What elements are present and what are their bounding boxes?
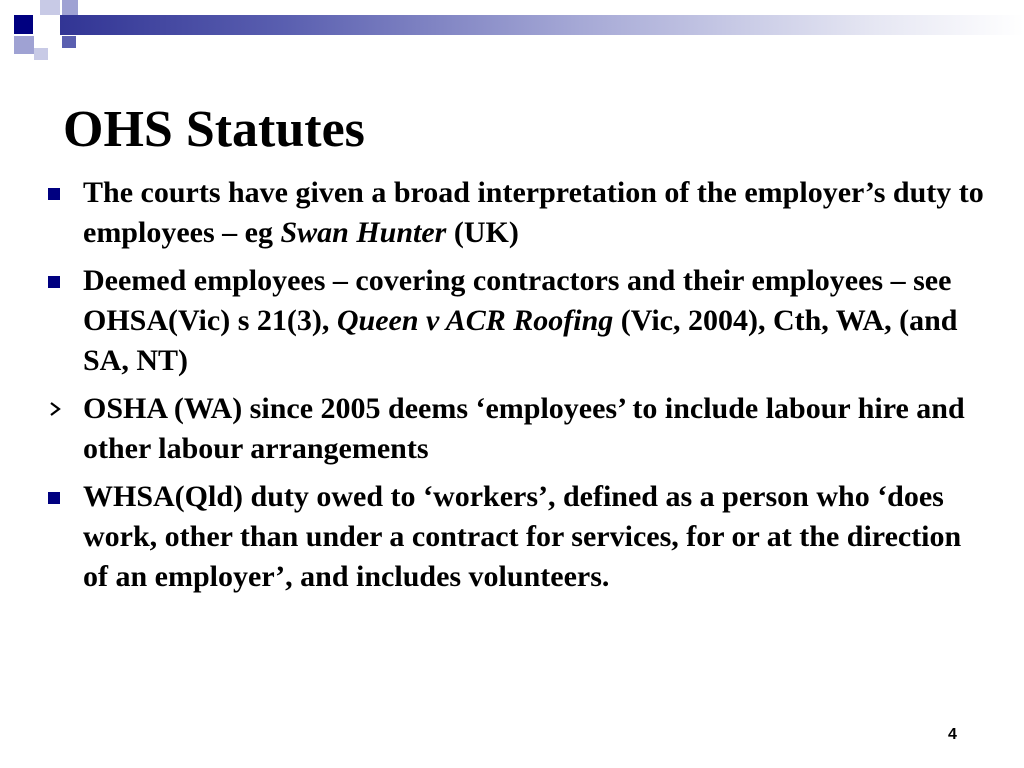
bullet-text: (Vic, 2004), Cth, WA, (and SA, NT): [83, 304, 958, 377]
square-bullet-icon: [48, 492, 60, 504]
bullet-text: WHSA(Qld) duty owed to ‘workers’, defined as a person who ‘does work, other than under a contract for services, for or at the direction of an employer’, and includes volunteers.: [83, 480, 962, 593]
page-number: 4: [948, 726, 957, 743]
decor-square: [34, 48, 48, 60]
case-name: Swan Hunter: [280, 216, 447, 249]
decor-square: [62, 0, 78, 15]
decor-square: [62, 36, 76, 48]
bullet-item: [44, 261, 984, 381]
decor-square: [14, 15, 33, 34]
square-bullet-icon: [48, 276, 60, 288]
decor-square: [40, 0, 60, 15]
bullet-item: [44, 173, 984, 253]
bullet-list: [44, 173, 984, 605]
bullet-item: [44, 389, 984, 469]
square-bullet-icon: [48, 188, 60, 200]
bullet-text: (UK): [446, 216, 519, 249]
decor-square: [14, 36, 34, 54]
case-name: Queen v ACR Roofing: [336, 304, 614, 337]
header-gradient-band: [40, 15, 1024, 35]
bullet-item: [44, 477, 984, 597]
bullet-text: Deemed employees – covering contractors and their employees – see OHSA(Vic) s 21(3),: [83, 264, 952, 337]
bullet-text: OSHA (WA) since 2005 deems ‘employees’ to include labour hire and other labour arrangements: [83, 392, 965, 465]
decor-square: [40, 15, 60, 35]
decorative-header: [0, 0, 1024, 64]
slide-title: OHS Statutes: [63, 101, 365, 158]
arrow-bullet-icon: [47, 400, 63, 418]
bullet-text: The courts have given a broad interpretation of the employer’s duty to employees – eg: [83, 176, 984, 249]
